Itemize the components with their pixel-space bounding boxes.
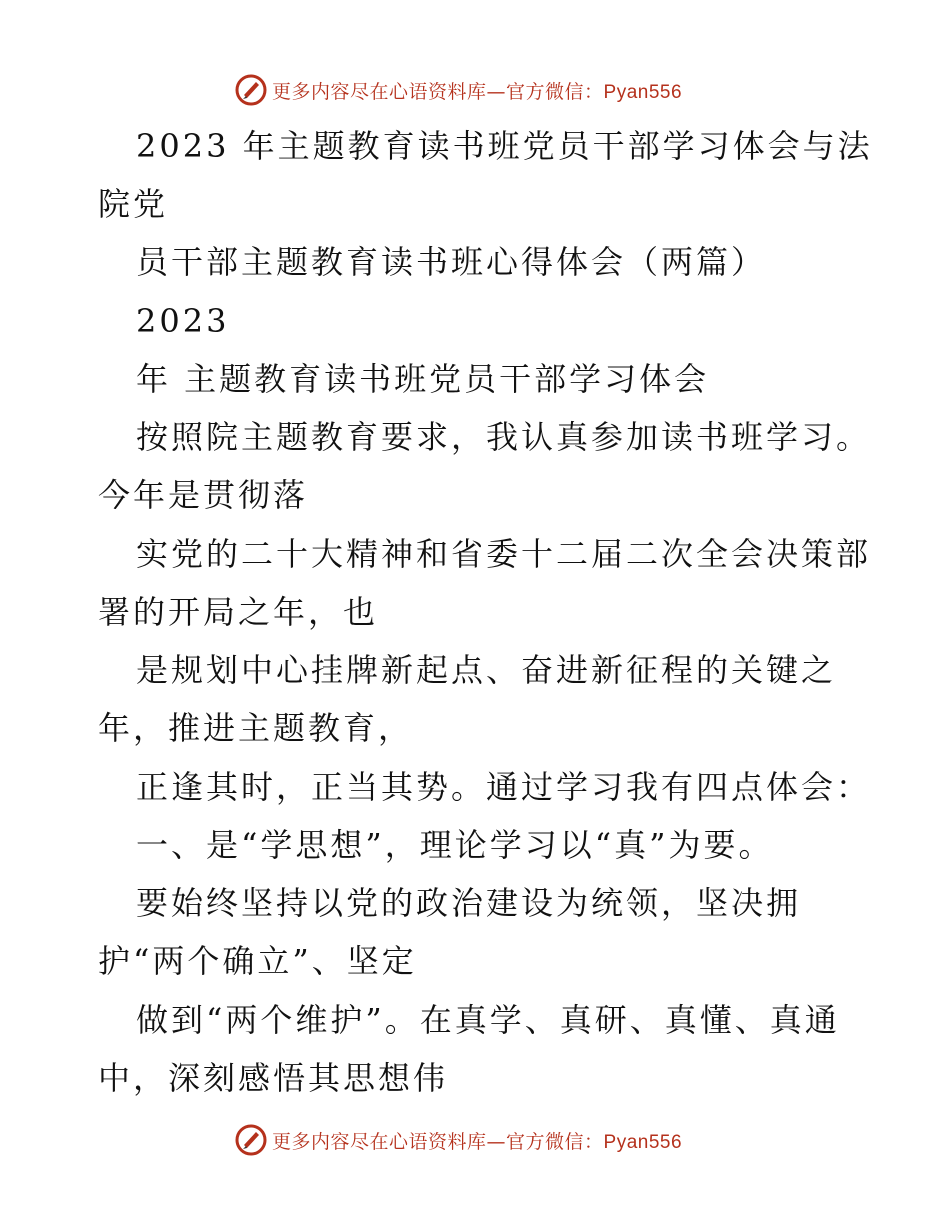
banner-text	[272, 1127, 682, 1154]
banner-label: 更多内容尽在心语资料库—官方微信：	[272, 1130, 604, 1153]
text-line: 实党的二十大精神和省委十二届二次全会决策部	[136, 535, 872, 573]
text-line: 一、是“学思想”，理论学习以“真”为要。	[136, 826, 774, 864]
banner-label: 更多内容尽在心语资料库—官方微信：	[272, 80, 604, 103]
wechat-id: Pyan556	[603, 81, 683, 103]
text-line: 年，推进主题教育，	[98, 709, 414, 747]
text-line: 按照院主题教育要求，我认真参加读书班学习。	[136, 418, 872, 456]
text-line: 署的开局之年，也	[98, 593, 379, 631]
text-line: 护“两个确立”、坚定	[98, 942, 417, 980]
text-line: 今年是贯彻落	[98, 476, 309, 514]
logo-icon	[234, 1123, 268, 1157]
text-line: 院党	[98, 185, 169, 223]
text-line: 员干部主题教育读书班心得体会（两篇）	[136, 243, 767, 281]
text-line: 年 主题教育读书班党员干部学习体会	[136, 360, 710, 398]
text-line: 做到“两个维护”。在真学、真研、真懂、真通	[136, 1001, 840, 1039]
text-line: 要始终坚持以党的政治建设为统领，坚决拥	[136, 884, 802, 922]
text-line: 中，深刻感悟其思想伟	[98, 1059, 449, 1097]
text-line: 2023 年主题教育读书班党员干部学习体会与法	[136, 127, 873, 165]
text-line: 2023	[136, 302, 230, 340]
footer-banner	[0, 1120, 950, 1160]
text-line: 是规划中心挂牌新起点、奋进新征程的关键之	[136, 651, 837, 689]
text-line: 正逢其时，正当其势。通过学习我有四点体会：	[136, 768, 872, 806]
wechat-id: Pyan556	[603, 1131, 683, 1153]
